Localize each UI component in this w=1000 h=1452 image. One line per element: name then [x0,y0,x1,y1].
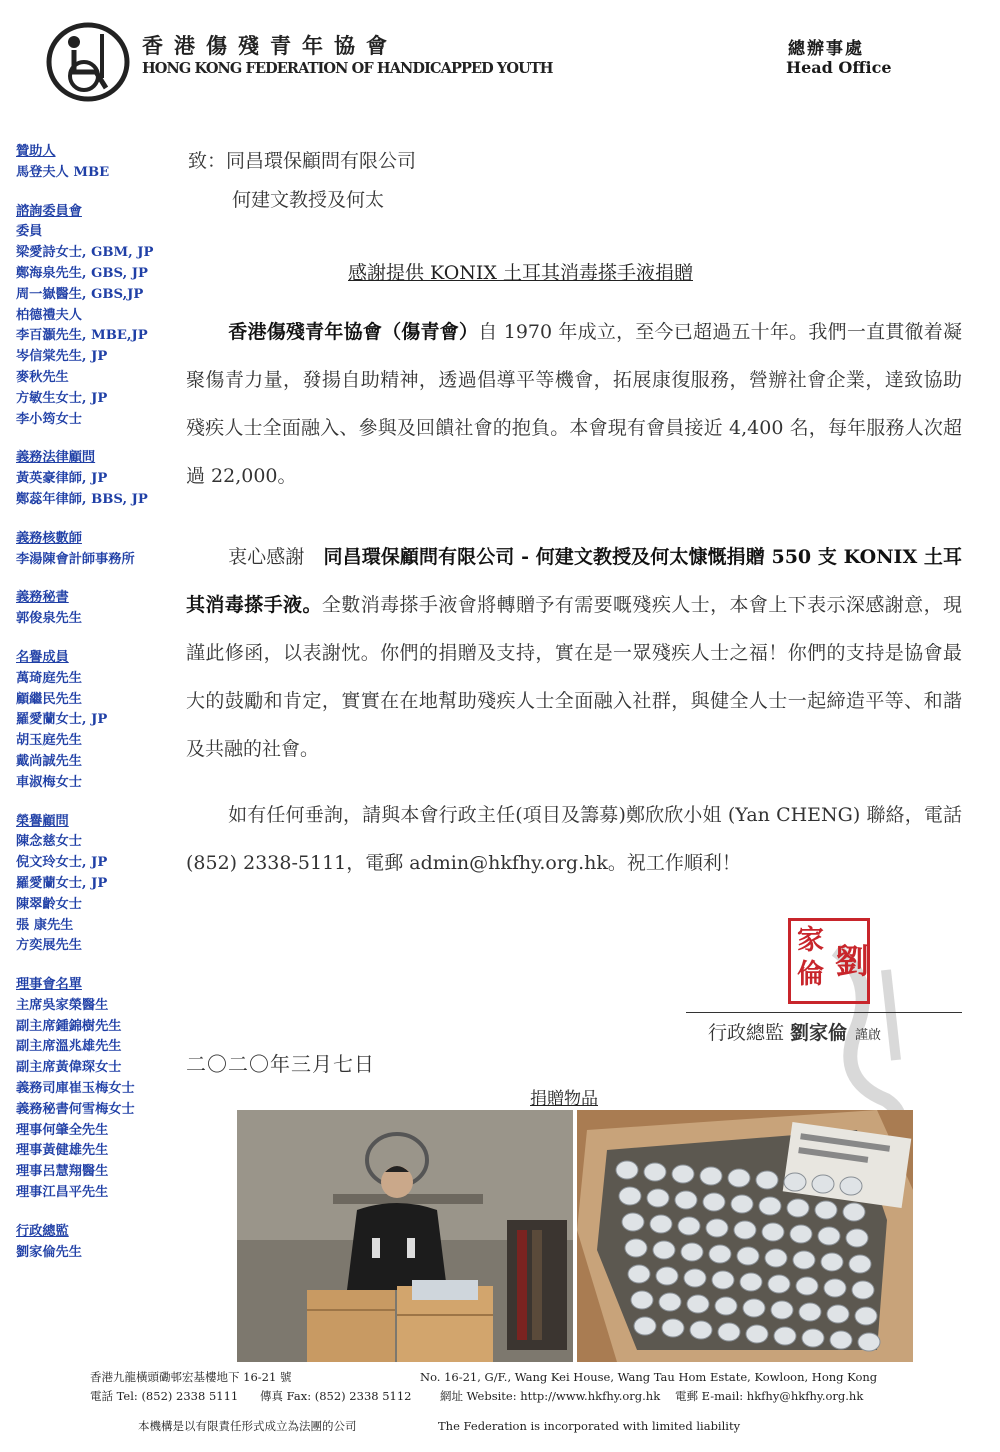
seal-char: 倫 [797,959,824,990]
bottle-cap [746,1325,768,1343]
bottle-cap [718,1323,740,1341]
thanks-lead: 衷心感謝 [228,546,305,568]
recipient-company [188,146,416,173]
committee-member: 戴尚誠先生 [16,753,82,769]
footer-address-line [90,1369,877,1385]
bottle-cap [681,1243,703,1261]
bottle-cap [731,1195,753,1213]
committee-group-heading: 行政總監 [16,1223,69,1239]
committee-member: 馬登夫人 MBE [16,164,110,180]
bottle-cap [675,1191,697,1209]
office-label-en: Head Office [786,58,892,77]
address-en: No. 16-21, G/F., Wang Kei House, Wang Tau Hom Estate, Kowloon, Hong Kong [420,1370,878,1384]
committee-member: 理事呂慧翔醫生 [16,1164,109,1180]
bottle-cap [799,1303,821,1321]
committee-member: 萬琦庭先生 [16,670,82,686]
committee-member: 胡玉庭先生 [16,733,82,749]
sidebar-committee-list [16,142,181,1281]
bottle-cap [672,1165,694,1183]
committee-group [16,1222,181,1264]
footer-contact-line [90,1388,863,1404]
office-label-zh: 總辦事處 [788,39,864,59]
bottle-cap [653,1241,675,1259]
bottle-cap [855,1307,877,1325]
signer-title: 行政總監 [708,1022,785,1044]
bottle-cap [771,1301,793,1319]
committee-group-heading: 義務法律顧問 [16,450,96,466]
bottle-cap [628,1265,650,1283]
committee-member: 理事何肇全先生 [16,1122,109,1138]
committee-member: 羅愛蘭女士, JP [16,712,108,728]
bottle-cap [774,1327,796,1345]
bottle-cap [765,1249,787,1267]
bottle-cap [631,1291,653,1309]
committee-group-heading: 榮譽顧問 [16,813,69,829]
committee-member: 黃英豪律師, JP [16,471,108,487]
bottle-cap [662,1319,684,1337]
recipient-prefix: 致： [188,150,227,172]
bottle-cap [846,1229,868,1247]
bottle-cap [821,1253,843,1271]
donor-bold: 同昌環保顧問有限公司 - 何建文教授及何太慷慨捐贈 550 支 KONIX 土耳其消毒搽手液。 [186,546,962,616]
committee-group-heading: 義務秘書 [16,590,69,606]
bottle-cap [712,1271,734,1289]
committee-member: 郭俊泉先生 [16,611,82,627]
committee-member: 委員 [16,224,43,240]
footer-tel: 電話 Tel: (852) 2338 5111 [90,1389,239,1403]
signer-name: 劉家倫 [790,1022,848,1044]
bottle-cap [802,1329,824,1347]
paragraph-thanks [186,533,962,773]
bottle-cap [734,1221,756,1239]
letter-date: 二〇二〇年三月七日 [186,1052,375,1076]
committee-member: 羅愛蘭女士, JP [16,875,108,891]
signer-block [708,1018,881,1045]
bottle-cap [687,1295,709,1313]
seal-char: 劉 [835,942,869,982]
recipient-person: 何建文教授及何太 [232,189,385,211]
org-name-bold: 香港傷殘青年協會（傷青會） [228,321,479,343]
committee-member: 麥秋先生 [16,369,69,385]
bottle-cap [650,1215,672,1233]
red-seal-stamp [788,918,870,1004]
committee-group-heading: 諮詢委員會 [16,203,82,219]
committee-member: 義務司庫崔玉梅女士 [16,1081,135,1097]
committee-member: 方奕展先生 [16,938,82,954]
committee-group [16,142,181,184]
committee-member: 副主席黃偉琛女士 [16,1060,122,1076]
bottle-cap [684,1269,706,1287]
committee-group-heading: 理事會名單 [16,977,82,993]
bottle-cap [706,1219,728,1237]
bottle-cap [796,1277,818,1295]
contact-text: 如有任何垂詢，請與本會行政主任(項目及籌募)鄭欣欣小姐 (Yan CHENG) 聯絡，電話 (852) 2338-5111，電郵 admin@hkfhy.org.hk。祝工作順利！ [186,804,962,874]
committee-member: 理事黃健雄先生 [16,1143,109,1159]
committee-group [16,529,181,571]
committee-member: 梁愛詩女士, GBM, JP [16,245,154,261]
bottle-cap [678,1217,700,1235]
bottle-cap [759,1197,781,1215]
bottle-cap [790,1225,812,1243]
committee-member: 岑信棠先生, JP [16,349,108,365]
letter-title: 感謝提供 KONIX 土耳其消毒搽手液捐贈 [348,262,693,284]
bottle-cap [728,1169,750,1187]
bottle-cap [843,1203,865,1221]
committee-member: 李小筠女士 [16,411,82,427]
bottle-cap [812,1175,834,1193]
bottle-cap [824,1279,846,1297]
bottle-cap [840,1177,862,1195]
committee-group-heading: 義務核數師 [16,530,82,546]
committee-group [16,588,181,630]
committee-group [16,648,181,794]
committee-member: 車淑梅女士 [16,774,82,790]
committee-group [16,812,181,958]
committee-member: 主席吳家榮醫生 [16,997,109,1013]
bottle-cap [849,1255,871,1273]
liability-zh: 本機構是以有限責任形式成立為法團的公司 [138,1419,357,1433]
bottle-cap [793,1251,815,1269]
committee-member: 副主席溫兆雄先生 [16,1039,122,1055]
bottle-cap [616,1161,638,1179]
bottle-cap [690,1321,712,1339]
committee-group-heading: 贊助人 [16,144,56,159]
bottle-cap [818,1227,840,1245]
org-logo [44,20,130,102]
photo-caption: 捐贈物品 [530,1089,598,1109]
org-name-en: HONG KONG FEDERATION OF HANDICAPPED YOUTH [142,60,553,77]
bottle-cap [715,1297,737,1315]
bottle-cap [659,1293,681,1311]
committee-group [16,975,181,1204]
committee-member: 李湯陳會計師事務所 [16,551,135,567]
committee-member: 鄭蕊年律師, BBS, JP [16,491,148,507]
bottle-cap [709,1245,731,1263]
committee-member: 李百灝先生, MBE,JP [16,328,148,344]
committee-member: 倪文玲女士, JP [16,855,108,871]
committee-member: 陳翠齡女士 [16,896,82,912]
footer-fax: 傳真 Fax: (852) 2338 5112 [260,1389,412,1403]
seal-char: 家 [797,925,824,956]
footer-liability-line [138,1418,740,1434]
address-zh: 香港九龍橫頭磡邨宏基樓地下 16-21 號 [90,1370,292,1384]
committee-member: 柏德禮夫人 [16,307,82,323]
bottle-cap [787,1199,809,1217]
signer-suffix: 謹啟 [855,1028,882,1043]
committee-member: 劉家倫先生 [16,1244,82,1260]
photo-sanitizer-bottles [577,1110,913,1362]
bottle-cap [647,1189,669,1207]
photo-donor-with-boxes [237,1110,573,1362]
bottle-cap [852,1281,874,1299]
committee-member: 鄭海泉先生, GBS, JP [16,265,148,281]
intro-text: 自 1970 年成立，至今已超過五十年。我們一直貫徹着凝聚傷青力量，發揚自助精神，透過倡導平等機會，拓展康復服務，營辦社會企業，達致協助殘疾人士全面融入、參與及回饋社會的抱負。本會現有會員接近 4,400 名，每年服務人次超過 22,000。 [186,321,962,487]
bottle-cap [737,1247,759,1265]
bottle-cap [619,1187,641,1205]
org-name-zh: 香港傷殘青年協會 [142,33,398,58]
committee-member: 周一嶽醫生, GBS,JP [16,286,144,302]
committee-member: 理事江昌平先生 [16,1185,109,1201]
bottle-cap [622,1213,644,1231]
bottle-cap [762,1223,784,1241]
committee-group-heading: 名譽成員 [16,649,69,665]
paragraph-intro [186,308,962,500]
committee-member: 張 康先生 [16,917,74,933]
committee-group [16,448,181,510]
bottle-cap [815,1201,837,1219]
bottle-cap [700,1167,722,1185]
liability-en: The Federation is incorporated with limited liability [438,1419,741,1433]
bottle-cap [703,1193,725,1211]
signature-line [686,1012,962,1013]
committee-member: 方敏生女士, JP [16,390,108,406]
committee-member: 陳念慈女士 [16,834,82,850]
bottle-cap [740,1273,762,1291]
recipient-company-name: 同昌環保顧問有限公司 [226,150,417,172]
bottle-cap [784,1173,806,1191]
bottle-cap [656,1267,678,1285]
committee-member: 義務秘書何雪梅女士 [16,1101,135,1117]
bottle-cap [625,1239,647,1257]
bottle-cap [634,1317,656,1335]
paragraph-contact [186,791,962,887]
bottle-cap [830,1331,852,1349]
footer-website: 網址 Website: http://www.hkfhy.org.hk [440,1389,661,1403]
thanks-text: 全數消毒搽手液會將轉贈予有需要嘅殘疾人士，本會上下表示深感謝意，現謹此修函，以表謝忱。你們的捐贈及支持，實在是一眾殘疾人士之福！你們的支持是協會最大的鼓勵和肯定，實實在在地幫助殘疾人士全面融入社群，與健全人士一起締造平等、和諧及共融的社會。 [186,594,962,760]
footer-email: 電郵 E-mail: hkfhy@hkfhy.org.hk [675,1389,864,1403]
committee-member: 顧繼民先生 [16,691,82,707]
bottle-cap [768,1275,790,1293]
committee-member: 副主席鍾錦樹先生 [16,1018,122,1034]
bottle-cap [644,1163,666,1181]
bottle-cap [756,1171,778,1189]
committee-group [16,202,181,431]
bottle-cap [743,1299,765,1317]
bottle-cap [858,1333,880,1351]
bottle-cap [827,1305,849,1323]
